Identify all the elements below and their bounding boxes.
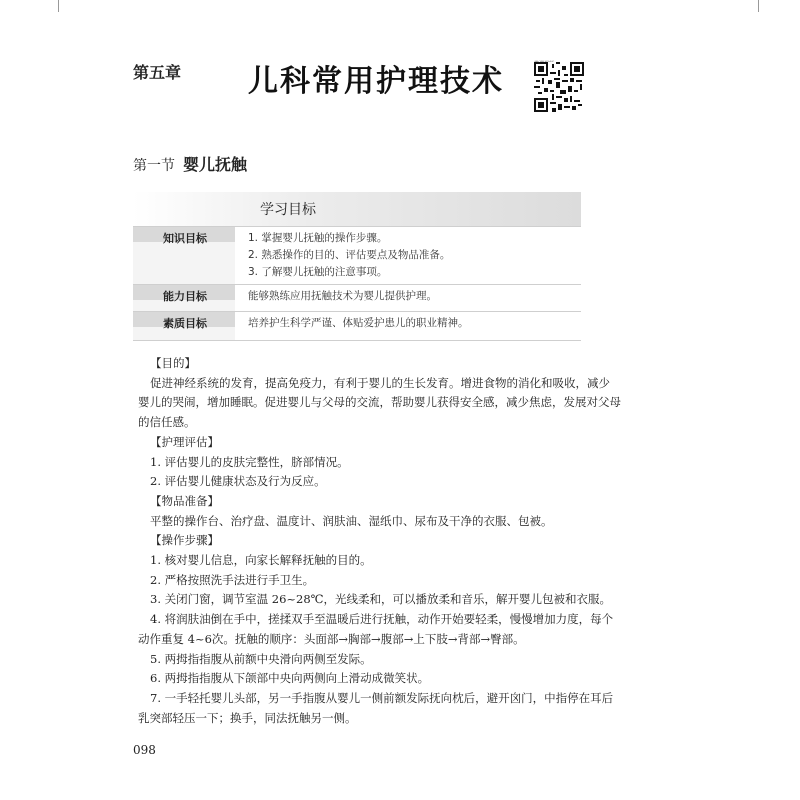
- assessment-item: 1. 评估婴儿的皮肤完整性，脐部情况。: [150, 454, 349, 469]
- purpose-line: 婴儿的哭闹，增加睡眠。促进婴儿与父母的交流，帮助婴儿获得安全感，减少焦虑，发展对父母: [138, 395, 621, 410]
- objective-category: [133, 312, 235, 340]
- objectives-header: [133, 192, 581, 226]
- assessment-item: 2. 评估婴儿健康状态及行为反应。: [150, 474, 326, 489]
- purpose-heading: 【目的】: [150, 356, 196, 370]
- step-item: 3. 关闭门窗，调节室温 26~28℃，光线柔和，可以播放柔和音乐，解开婴儿包被和衣服。: [150, 592, 612, 607]
- objective-item: 2. 熟悉操作的目的、评估要点及物品准备。: [248, 249, 451, 261]
- step-item: 6. 两拇指指腹从下颌部中央向两侧向上滑动成微笑状。: [150, 671, 430, 686]
- step-item: 2. 严格按照洗手法进行手卫生。: [150, 572, 315, 587]
- step-item: 5. 两拇指指腹从前额中央滑向两侧至发际。: [150, 651, 372, 666]
- supplies-text: 平整的操作台、治疗盘、温度计、润肤油、湿纸巾、尿布及干净的衣服、包被。: [150, 513, 553, 528]
- section-number: 第一节: [133, 158, 175, 174]
- objective-row: [133, 226, 581, 284]
- objective-category-label: 能力目标: [163, 290, 207, 303]
- step-item: 1. 核对婴儿信息，向家长解释抚触的目的。: [150, 553, 372, 568]
- objective-content: [235, 312, 469, 340]
- section-title: 婴儿抚触: [183, 155, 248, 174]
- objective-category: [133, 227, 235, 284]
- objective-item: 能够熟练应用抚触技术为婴儿提供护理。: [248, 290, 437, 302]
- supplies-heading: 【物品准备】: [150, 493, 219, 508]
- objective-category-label: 知识目标: [163, 232, 207, 245]
- step-item: 4. 将润肤油倒在手中，搓揉双手至温暖后进行抚触，动作开始要轻柔，慢慢增加力度，每个: [150, 612, 614, 627]
- objective-item: 3. 了解婴儿抚触的注意事项。: [248, 266, 388, 278]
- step-item-continued: 动作重复 4~6次。抚触的顺序：头面部→胸部→腹部→上下肢→背部→臀部。: [138, 631, 525, 646]
- learning-objectives-box: [133, 192, 581, 341]
- page-number: 098: [133, 743, 156, 757]
- objective-row: [133, 284, 581, 311]
- steps-heading: 【操作步骤】: [150, 533, 219, 548]
- chapter-label: 第五章: [133, 63, 182, 82]
- objective-row: [133, 311, 581, 341]
- step-item: 7. 一手轻托婴儿头部，另一手指腹从婴儿一侧前额发际抚向枕后，避开囟门，中指停在耳后: [150, 690, 614, 705]
- section-heading: [133, 152, 247, 175]
- step-item-continued: 乳突部轻压一下；换手，同法抚触另一侧。: [138, 710, 357, 725]
- qr-code-icon[interactable]: [534, 62, 584, 112]
- main-content: [138, 354, 621, 728]
- assessment-heading: 【护理评估】: [150, 434, 219, 449]
- purpose-line: 的信任感。: [138, 415, 196, 430]
- objective-item: 培养护生科学严谨、体贴爱护患儿的职业精神。: [248, 317, 469, 329]
- objective-category: [133, 285, 235, 311]
- chapter-title: 儿科常用护理技术: [248, 64, 504, 99]
- objective-item: 1. 掌握婴儿抚触的操作步骤。: [248, 232, 388, 244]
- objective-content: [235, 227, 450, 284]
- crop-mark: [748, 0, 759, 12]
- crop-mark: [48, 0, 59, 12]
- objective-category-label: 素质目标: [163, 317, 207, 330]
- purpose-line: 促进神经系统的发育，提高免疫力，有利于婴儿的生长发育。增进食物的消化和吸收，减少: [150, 375, 610, 390]
- objectives-header-label: 学习目标: [260, 202, 316, 218]
- objective-content: [235, 285, 437, 311]
